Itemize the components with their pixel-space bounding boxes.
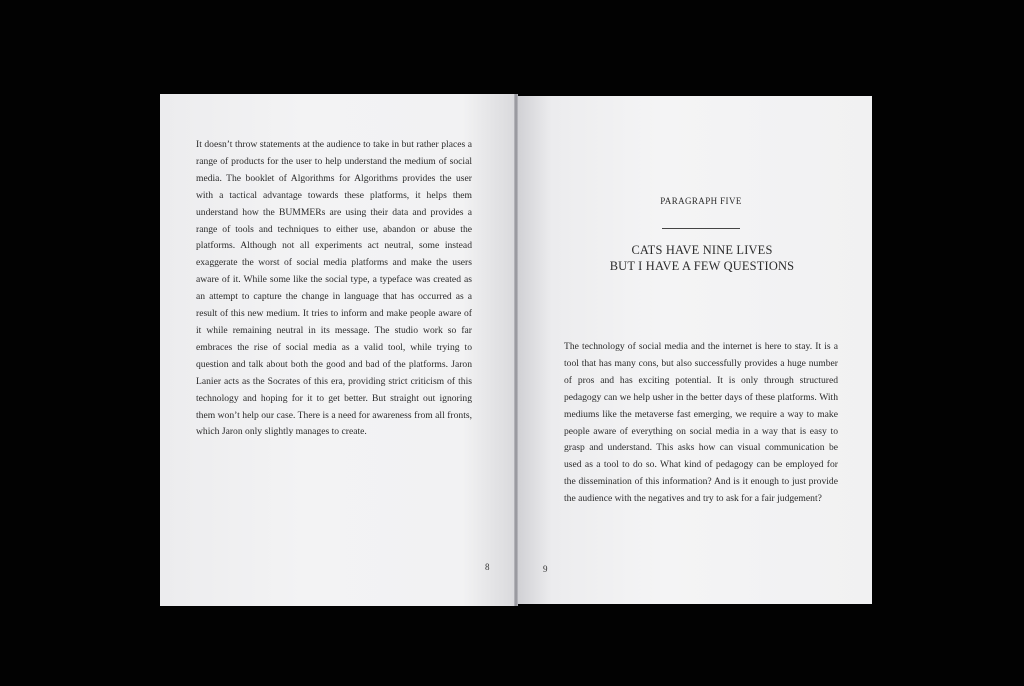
right-page xyxy=(516,96,872,604)
left-page-number: 8 xyxy=(485,562,490,572)
section-title xyxy=(586,243,818,274)
right-page-number: 9 xyxy=(543,564,548,574)
right-page-body-text: The technology of social media and the internet is here to stay. It is a tool that has many cons, but also successfully provides a huge number of pros and has exciting potential. It is only through structured pedagogy can we help usher in the better days of these platforms. With mediums like the metaverse fast emerging, we require a way to make people aware of everything on social media in a way that is easy to grasp and understand. This asks how can visual communication be used as a tool to do so. What kind of pedagogy can be employed for the dissemination of this information? And is it enough to just provide the audience with the negatives and try to ask for a fair judgement? xyxy=(564,341,838,505)
heading-divider xyxy=(662,228,740,229)
section-title-line-1: CATS HAVE NINE LIVES xyxy=(631,243,773,257)
left-page xyxy=(160,94,516,606)
open-booklet xyxy=(160,92,872,606)
book-spine-gutter xyxy=(514,94,518,606)
section-kicker: PARAGRAPH FIVE xyxy=(660,196,742,206)
left-page-body-text: It doesn’t throw statements at the audience to take in but rather places a range of products for the user to help understand the medium of social media. The booklet of Algorithms for Algorithms provides the user with a tactical advantage towards these platforms, it helps them understand how the BUMMERs are using their data and provides a range of tools and techniques to either use, abandon or abuse the platforms. Although not all experiments act neutral, some instead exaggerate the worst of social media platforms and make the users aware of it. While some like the social type, a typeface was created as an attempt to capture the change in language that has occurred as a result of this new medium. It tries to inform and make people aware of it while remaining neutral in its message. The studio work so far embraces the rise of social media as a valid tool, while trying to question and talk about both the good and bad of the platforms. Jaron Lanier acts as the Socrates of this era, providing strict criticism of this technology and hoping for it to get better. But straight out ignoring them won’t help our case. There is a need for awareness from all fronts, which Jaron only slightly manages to create. xyxy=(196,139,472,438)
section-title-line-2: BUT I HAVE A FEW QUESTIONS xyxy=(609,258,795,273)
